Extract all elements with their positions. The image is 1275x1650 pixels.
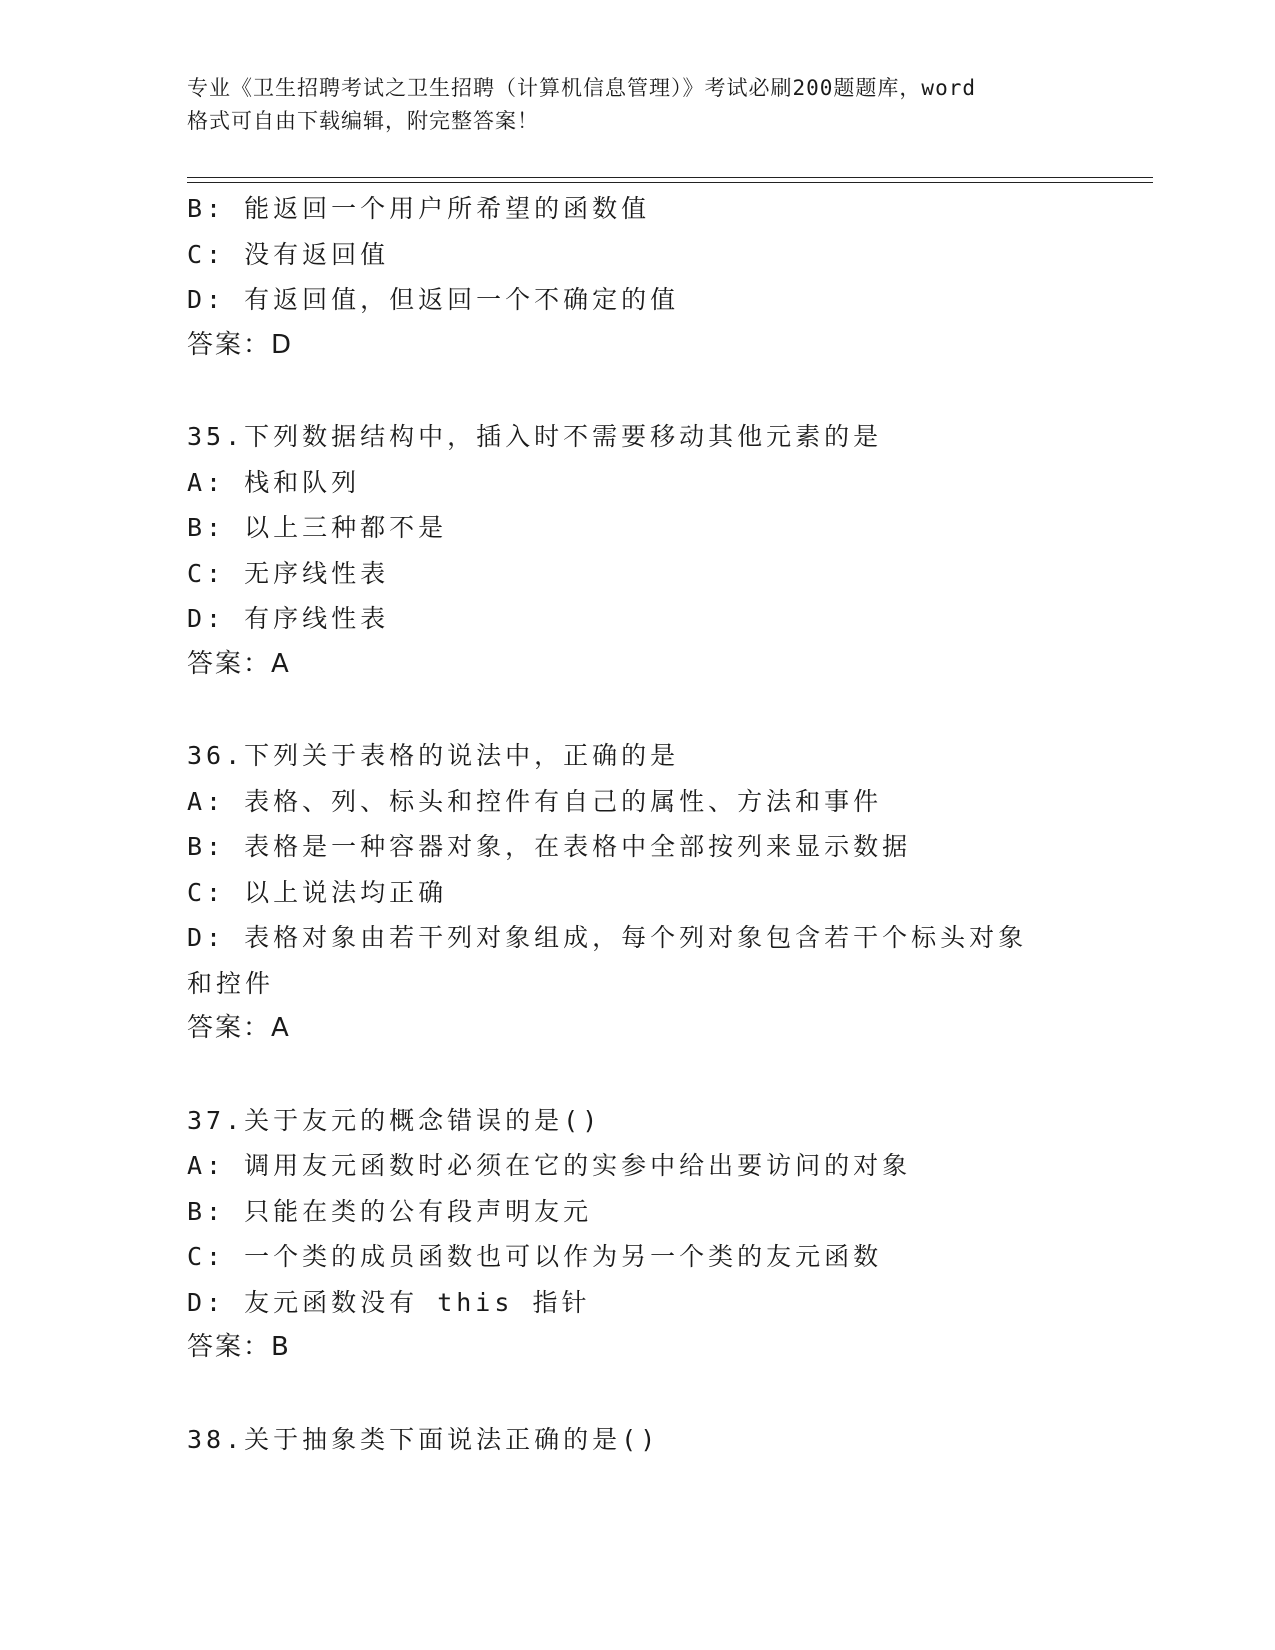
option-b: B: 能返回一个用户所希望的函数值 [187, 194, 651, 223]
question-list [187, 186, 1087, 1462]
option-c: C: 没有返回值 [187, 239, 390, 269]
option-a: A: 调用友元函数时必须在它的实参中给出要访问的对象 [187, 1151, 912, 1180]
question-37 [187, 1098, 1087, 1371]
header-title-line-1: 专业《卫生招聘考试之卫生招聘（计算机信息管理）》考试必刷200题题库，word [187, 76, 976, 100]
option-d: D: 有序线性表 [187, 604, 390, 633]
header-rule-top [187, 177, 1153, 178]
answer-line: 答案：D [187, 329, 294, 360]
question-36 [187, 733, 1087, 1052]
question-stem: 35.下列数据结构中，插入时不需要移动其他元素的是 [187, 422, 883, 451]
answer-line: 答案：A [187, 1013, 291, 1043]
option-a: A: 栈和队列 [187, 467, 361, 497]
option-d: D: 有返回值，但返回一个不确定的值 [187, 285, 680, 314]
option-c: C: 一个类的成员函数也可以作为另一个类的友元函数 [187, 1242, 883, 1271]
question-38 [187, 1417, 1087, 1463]
question-stem: 37.关于友元的概念错误的是() [187, 1105, 602, 1135]
answer-line: 答案：A [187, 648, 291, 679]
option-d: D: 表格对象由若干列对象组成，每个列对象包含若干个标头对象和控件 [187, 923, 1028, 998]
option-b: B: 以上三种都不是 [187, 513, 448, 542]
option-c: C: 以上说法均正确 [187, 877, 448, 907]
option-b: B: 表格是一种容器对象，在表格中全部按列来显示数据 [187, 832, 912, 861]
answer-line: 答案：B [187, 1332, 291, 1362]
question-stem: 36.下列关于表格的说法中，正确的是 [187, 741, 680, 770]
question-35 [187, 414, 1087, 687]
question-stem: 38.关于抽象类下面说法正确的是() [187, 1424, 660, 1454]
option-a: A: 表格、列、标头和控件有自己的属性、方法和事件 [187, 786, 883, 816]
header-rule-bottom [187, 182, 1153, 183]
option-c: C: 无序线性表 [187, 558, 390, 588]
previous-question-tail [187, 186, 1087, 368]
option-b: B: 只能在类的公有段声明友元 [187, 1196, 593, 1226]
document-header [187, 72, 1087, 138]
header-title-line-2: 格式可自由下载编辑，附完整答案！ [187, 109, 539, 133]
option-d: D: 友元函数没有 this 指针 [187, 1287, 591, 1317]
